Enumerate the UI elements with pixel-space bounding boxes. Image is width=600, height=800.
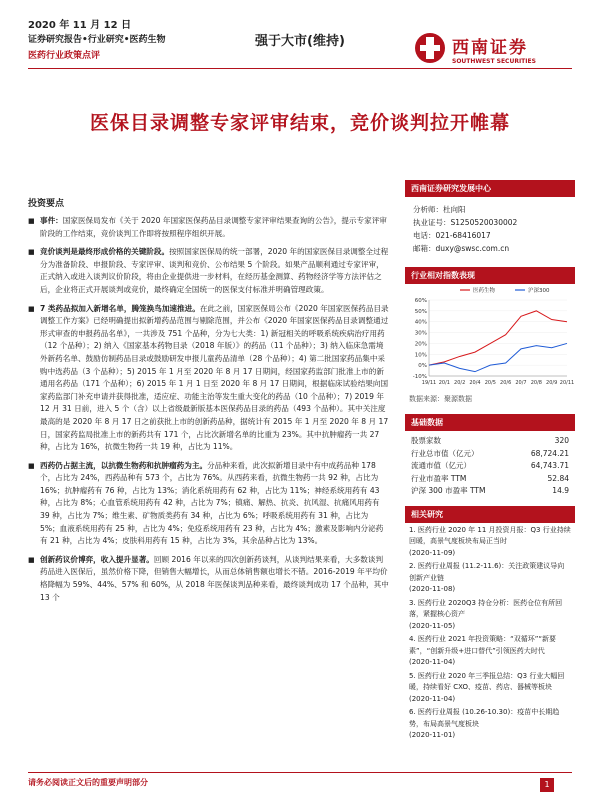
report-title: 医保目录调整专家评审结束，竞价谈判拉开帷幕 [89, 112, 510, 134]
report-subtype: 医药行业政策点评 [28, 51, 101, 61]
basic-key: 沪深 300 市盈率 TTM [411, 486, 486, 495]
left-column [28, 196, 390, 610]
analyst-line: 邮箱：duxy@swsc.com.cn [413, 244, 510, 253]
company-logo [410, 28, 570, 78]
bullet-text: 在此之前，国家医保局公布《2020 年国家医保药品目录调整工作方案》已经明确提出拟新增药品范围与剔除范围，并公布《2020 年国家医保药品目录调整通过形式审查的申报药品名单》，一共涉及 751 个品种，分为七大类：1) 新冠相关的呼吸系统疾病治疗用药（12 个品种）；2) 纳入《国家基本药物目录（2018 年版）》的药品（11 个品种）；3) 纳入临床急需境外新药名单、鼓励仿制药品目录或鼓励研发申报儿童药品清单（28 个品种）；4) 第二批国家药品集中采购中选药品（3 个品种）；5) 2015 年 1 月至 2020 年 8 月 17 日期间，经国家药监部门批准上市的新通用名药品（171 个品种）；6) 2015 年 1 月 1 日至 2020 年 8 月 17 日期间，根据临床试验结果向国家药监部门补充申请并获得批准，适应症、功能主治等发生重大变化的药品（10 个品种）；7) 2019 年 12 月 31 日前，进入 5 个（含）以上省级最新版基本医保药品目录的药品（493 个品种）。其中关注度最高的是 2020 年 8 月 17 日之前获批上市的创新药品种，据统计有 2015 年 1 月至 2020 年 8 月 17 日，国家药监局批准上市的新药共有 171 个，占比次新增名单的比重为 23%。其中抗肿瘤药一共 27 种，占比为 16%，抗微生物药一共 19 种，占比为 11%。 [40, 303, 389, 452]
related-item[interactable] [405, 669, 575, 706]
related-bar: 相关研究 [405, 506, 575, 523]
related-item[interactable] [405, 523, 575, 560]
analyst-line: 电话：021-68416017 [413, 231, 491, 240]
related-date: (2020-11-08) [409, 585, 456, 593]
basic-row [405, 473, 575, 486]
chart-ytick-label: 20% [414, 341, 427, 348]
bullet-item [28, 215, 390, 240]
chart-legend-label: 医药生物 [473, 288, 496, 294]
basic-value: 68,724.21 [530, 448, 569, 458]
chart-ytick-label: -10% [412, 374, 427, 380]
bullet-square-icon: ■ [28, 248, 35, 257]
related-title[interactable]: 4. 医药行业 2021 年投资策略：“双循环”“新要素”，“创新升级+进口替代”引领医药大时代 [409, 635, 557, 655]
related-date: (2020-11-04) [409, 694, 456, 703]
basic-value: 320 [554, 436, 569, 445]
chart-xtick-label: 20/5 [484, 380, 496, 386]
chart-xtick-label: 20/9 [546, 380, 558, 386]
logo-cn-text: 西南证券 [452, 38, 528, 58]
basic-row [405, 448, 575, 461]
basic-row [405, 485, 575, 498]
perf-chart [405, 284, 575, 394]
related-date: (2020-11-01) [409, 731, 456, 739]
page-number: 1 [540, 778, 554, 792]
related-list [405, 523, 575, 742]
basic-value: 14.9 [552, 486, 569, 495]
related-item[interactable] [405, 632, 575, 669]
chart-xtick-label: 20/6 [500, 380, 512, 386]
bullet-text: 分品种来看，此次拟新增目录中有中成药品种 178 个，占比为 24%，西药品种有 573 个，占比为 76%。从西药来看，抗微生物药一共 92 种，占比为 16%；抗肿瘤药有 76 种，占比为 13%；消化系统用药有 62 种，占比为 11%；神经系统用药有 43 种，占比为 8%；心血管系统用药有 42 种，占比为 7%；镇痛、解热、抗炎、抗风湿、抗痛风用药有 39 种，占比为 7%；维生素、矿物质类药有 34 种，占比为 6%；呼吸系统用药有 31 种，占比为 5%；血液系统用药有 25 种，占比为 4%；免疫系统用药有 23 种，占比为 4%；激素及影响内分泌药有 21 种，占比为 4%；皮肤科用药有 15 种，占比为 3%，其余品种占比为 13%。 [40, 460, 384, 546]
related-date: (2020-11-09) [409, 548, 456, 557]
footer-notice: 请务必阅读正文后的重要声明部分 [28, 778, 148, 787]
bullet-item [28, 303, 390, 454]
header-divider [28, 68, 572, 69]
bullet-item [28, 246, 390, 296]
chart-xtick-label: 19/11 [421, 380, 437, 386]
bullet-lead: 竞价谈判是最终形成价格的关键阶段。 [40, 247, 170, 257]
basic-row [405, 460, 575, 473]
analyst-line: 分析师：杜向阳 [413, 205, 466, 214]
basic-key: 流通市值（亿元） [411, 461, 471, 470]
chart-xtick-label: 20/11 [559, 380, 575, 386]
basic-row [405, 435, 575, 448]
chart-xtick-label: 20/7 [515, 380, 527, 386]
analyst-info [405, 197, 575, 255]
chart-source: 数据来源：聚源数据 [409, 395, 472, 403]
bullet-text: 按照国家医保局的统一部署，2020 年的国家医保目录调整全过程分为准备阶段、申报阶段、专家评审、谈判和竞价、公布结果 5 个阶段。如果产品顺利通过专家评审，正式纳入或进入谈判议价阶段，将由企业提供进一步材料，在经历基金测算、药物经济学等方法评估之后，企业将正式开展谈判或竞价，最终确定全国统一的医保支付标准并明确管理政策。 [40, 247, 389, 294]
right-column [405, 180, 575, 742]
related-item[interactable] [405, 596, 575, 633]
chart-ytick-label: 50% [414, 308, 427, 315]
related-item[interactable] [405, 559, 575, 596]
related-title[interactable]: 6. 医药行业周报 (10.26-10.30)：疫苗中长期趋势，布局高景气度板块 [409, 708, 560, 728]
related-item[interactable] [405, 705, 575, 742]
bullet-square-icon: ■ [28, 217, 35, 225]
basic-data-table [405, 431, 575, 498]
chart-xtick-label: 20/2 [454, 380, 466, 386]
bullet-lead: 创新药议价博弈，收入提升显著。 [40, 554, 154, 564]
chart-xtick-label: 20/4 [469, 380, 481, 386]
bullet-square-icon: ■ [28, 304, 35, 313]
perf-title-bar: 行业相对指数表现 [405, 267, 575, 284]
perf-chart-svg [405, 284, 575, 394]
report-date: 2020 年 11 月 12 日 [28, 20, 132, 31]
chart-legend-label: 沪深300 [528, 288, 550, 294]
bullet-lead: 西药仍占据主流，以抗微生物药和抗肿瘤药为主。 [40, 460, 208, 470]
related-title[interactable]: 2. 医药行业周报 (11.2-11.6)：关注政策建议导向创新产业链 [409, 562, 565, 582]
related-title[interactable]: 1. 医药行业 2020 年 11 月投资月报：Q3 行业持续回暖，高景气度板块布局正当时 [409, 525, 571, 545]
chart-series-line [429, 311, 567, 365]
logo-en-text: SOUTHWEST SECURITIES [452, 58, 536, 65]
related-date: (2020-11-05) [409, 621, 456, 630]
chart-ytick-label: 0% [418, 363, 427, 370]
footer-divider [28, 772, 572, 773]
bullet-item [28, 554, 390, 604]
chart-ytick-label: 40% [414, 319, 427, 326]
chart-xtick-label: 20/8 [530, 380, 542, 386]
basic-key: 行业总市值（亿元） [411, 448, 479, 458]
bullet-square-icon: ■ [28, 461, 35, 470]
related-title[interactable]: 3. 医药行业 2020Q3 持仓分析：医药仓位有所回落，紧握核心资产 [409, 598, 563, 618]
analyst-line: 执业证号：S1250520030002 [413, 218, 518, 227]
related-date: (2020-11-04) [409, 658, 456, 666]
bullet-lead: 7 类药品拟加入新增名单，腾笼换鸟加速推进。 [40, 303, 200, 313]
industry-rating: 强于大市(维持) [255, 34, 345, 49]
chart-series-line [429, 343, 567, 371]
bullet-lead: 事件： [40, 216, 63, 225]
basic-value: 64,743.71 [530, 461, 569, 470]
section-title: 投资要点 [28, 199, 65, 209]
chart-xtick-label: 20/1 [438, 380, 450, 386]
bullet-text: 回顾 2016 年以来的四次创新药谈判，从谈判结果来看，大多数谈判药品进入医保后，虽然价格下降，但销售大幅增长，从而总体销售额也增长不错。2016-2019 年平均价格降幅为 59%、44%、57% 和 60%，从 2018 年医保谈判品种来看，最终谈判成功 17 个品种，其中 13 个 [40, 554, 389, 602]
chart-ytick-label: 30% [414, 330, 427, 337]
basic-key: 行业市盈率 TTM [411, 473, 467, 483]
basic-value: 52.84 [547, 473, 569, 483]
bullet-item [28, 460, 390, 548]
report-category: 证券研究报告•行业研究•医药生物 [28, 35, 166, 45]
basic-key: 股票家数 [411, 436, 441, 445]
chart-ytick-label: 10% [414, 352, 427, 359]
institute-bar: 西南证券研究发展中心 [405, 180, 575, 197]
bullet-list [28, 215, 390, 604]
bullet-text: 国家医保局发布《关于 2020 年国家医保药品目录调整专家评审结果查询的公告》，提示专家评审阶段的工作结束，竞价谈判工作即将按照程序组织开展。 [40, 216, 387, 238]
bullet-square-icon: ■ [28, 555, 35, 564]
related-title[interactable]: 5. 医药行业 2020 年三季报总结：Q3 行业大幅回暖，持续看好 CXO、疫苗、药店、器械等板块 [409, 671, 565, 691]
chart-ytick-label: 60% [414, 298, 427, 304]
basic-data-bar: 基础数据 [405, 414, 575, 431]
